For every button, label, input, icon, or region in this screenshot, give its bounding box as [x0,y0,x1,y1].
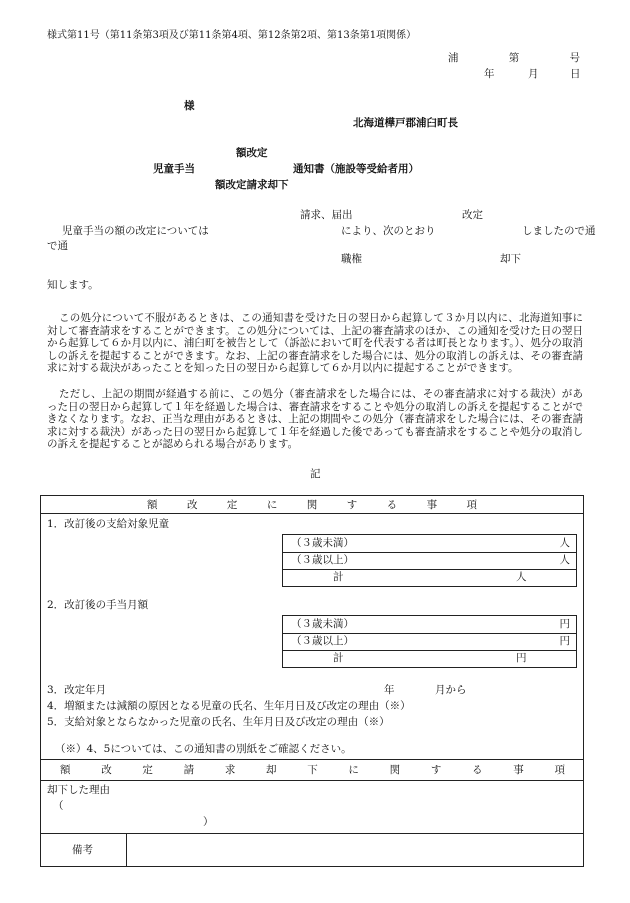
divider [40,833,584,834]
item3-year: 年 [384,684,395,696]
appeal-paragraph-2: ただし、上記の期間が経過する前に、この処分（審査請求をした場合には、その審査請求に対する裁決）があった日の翌日から起算して１年を経過した場合は、審査請求をすることや処分の取消しの訴えを提起することができなくなります。なお、正当な理由があるときは、上記の期間やこの処分（審査請求をした場合には、その審査請求に対する裁決）があった日の翌日から起算して１年を経過した後であっても審査請求をすることや処分の取消しの訴えを提起することが認められる場合があります。 [47,388,583,451]
row-label: （３歳以上） [291,635,354,647]
addressee-suffix: 様 [184,100,195,112]
item2-label: 2．改訂後の手当月額 [47,599,149,611]
section1-header-char: る [386,499,398,511]
notice-line-end: しましたので通 [522,225,596,237]
remarks-label: 備考 [72,844,93,856]
rejection-reason-label: 却下した理由 [47,784,110,796]
section2-header-char: に [348,764,359,776]
item3-month-from: 月から [435,684,467,696]
option-authority: 職権 [341,253,362,265]
doc-number-go: 号 [569,52,580,64]
section2-header-char: 却 [266,764,277,776]
row-label: （３歳未満） [291,618,354,630]
section1-header-char: す [346,499,358,511]
appendix-note: （※）4、5については、この通知書の別紙をご確認ください。 [55,743,352,755]
paren-close: ） [203,816,214,828]
appeal-paragraph-1: この処分について不服があるときは、この通知書を受けた日の翌日から起算して３か月以内に、北海道知事に対して審査請求をすることができます。この処分については、上記の審査請求のほか、この通知を受けた日の翌日から起算して６か月以内に、浦臼町を被告として（訴訟において町を代表する者は町長となります。）、処分の取消しの訴えを提起することができます。なお、上記の審査請求をした場合には、処分の取消しの訴えは、その審査請求に対する裁決があったことを知った日の翌日から起算して６か月以内に提起することができます。 [47,312,583,375]
section2-header-char: 求 [224,764,236,776]
item2-row-under3 [283,616,576,633]
divider [126,833,127,867]
total-label: 計 [333,652,344,664]
section1-header-char: 額 [147,499,158,511]
section2-header-char: 下 [307,764,318,776]
section1-header-char: 項 [466,499,477,511]
item4-label: 4．増額または減額の原因となる児童の氏名、生年月日及び改定の理由（※） [47,700,411,712]
row-unit: 円 [559,635,570,647]
section2-header-char: 改 [101,764,112,776]
row-label: （３歳以上） [291,554,354,566]
option-revise: 改定 [462,209,483,221]
row-label: （３歳未満） [291,537,354,549]
divider [40,513,584,514]
issuer-name: 北海道樺戸郡浦臼町長 [353,117,458,129]
title-child-allowance: 児童手当 [153,163,195,175]
row-unit: 円 [559,618,570,630]
doc-number-dai: 第 [508,52,520,64]
notice-closing: 知します。 [47,279,99,291]
ki-marker: 記 [310,468,321,480]
section1-header-char: 定 [226,499,238,511]
section1-header-char: 改 [186,499,198,511]
total-label: 計 [333,571,344,583]
item1-row-over3 [283,552,576,569]
date-month: 月 [528,68,539,80]
form-reference: 様式第11号（第11条第3項及び第11条第4項、第12条第2項、第13条第1項関係） [47,30,417,41]
title-option-rejection: 額改定請求却下 [215,179,289,191]
section2-header-char: 額 [60,764,71,776]
notice-line-start: 児童手当の額の改定については [62,225,209,237]
date-year: 年 [484,68,495,80]
paren-open: （ [53,800,64,812]
section2-header-char: 関 [389,764,401,776]
total-unit: 円 [516,652,527,664]
option-reject: 却下 [500,253,521,265]
item1-row-under3 [283,535,576,552]
item2-row-over3 [283,633,576,650]
item2-row-total [283,650,576,667]
option-request-report: 請求、届出 [300,209,353,221]
item1-row-total [283,569,576,586]
divider [40,780,584,781]
section2-header [60,764,565,777]
section2-header-char: す [430,764,442,776]
row-unit: 人 [559,554,570,566]
doc-number-prefix: 浦 [448,52,459,64]
title-notice-facility: 通知書（施設等受給者用） [293,163,419,175]
notice-line-wrap: で通 [47,240,68,252]
item3-label: 3．改定年月 [47,684,107,696]
section1-header-char: に [266,499,278,511]
title-option-revision: 額改定 [236,147,268,159]
item5-label: 5．支給対象とならなかった児童の氏名、生年月日及び改定の理由（※） [47,716,390,728]
item2-amount-table [282,615,577,668]
divider [40,759,584,760]
row-unit: 人 [559,537,570,549]
section1-header-char: 事 [426,499,438,511]
date-day: 日 [570,68,581,80]
item1-label: 1．改訂後の支給対象児童 [47,518,170,530]
section2-header-char: 項 [554,764,565,776]
total-unit: 人 [516,571,527,583]
notice-line-middle: により、次のとおり [341,225,436,237]
section1-header-char: 関 [306,499,318,511]
section2-header-char: 事 [513,764,524,776]
section2-header-char: 請 [183,764,195,776]
section2-header-char: 定 [142,764,153,776]
document-number [448,52,580,65]
section2-header-char: る [472,764,483,776]
section1-header [147,499,477,512]
item1-children-table [282,534,577,587]
